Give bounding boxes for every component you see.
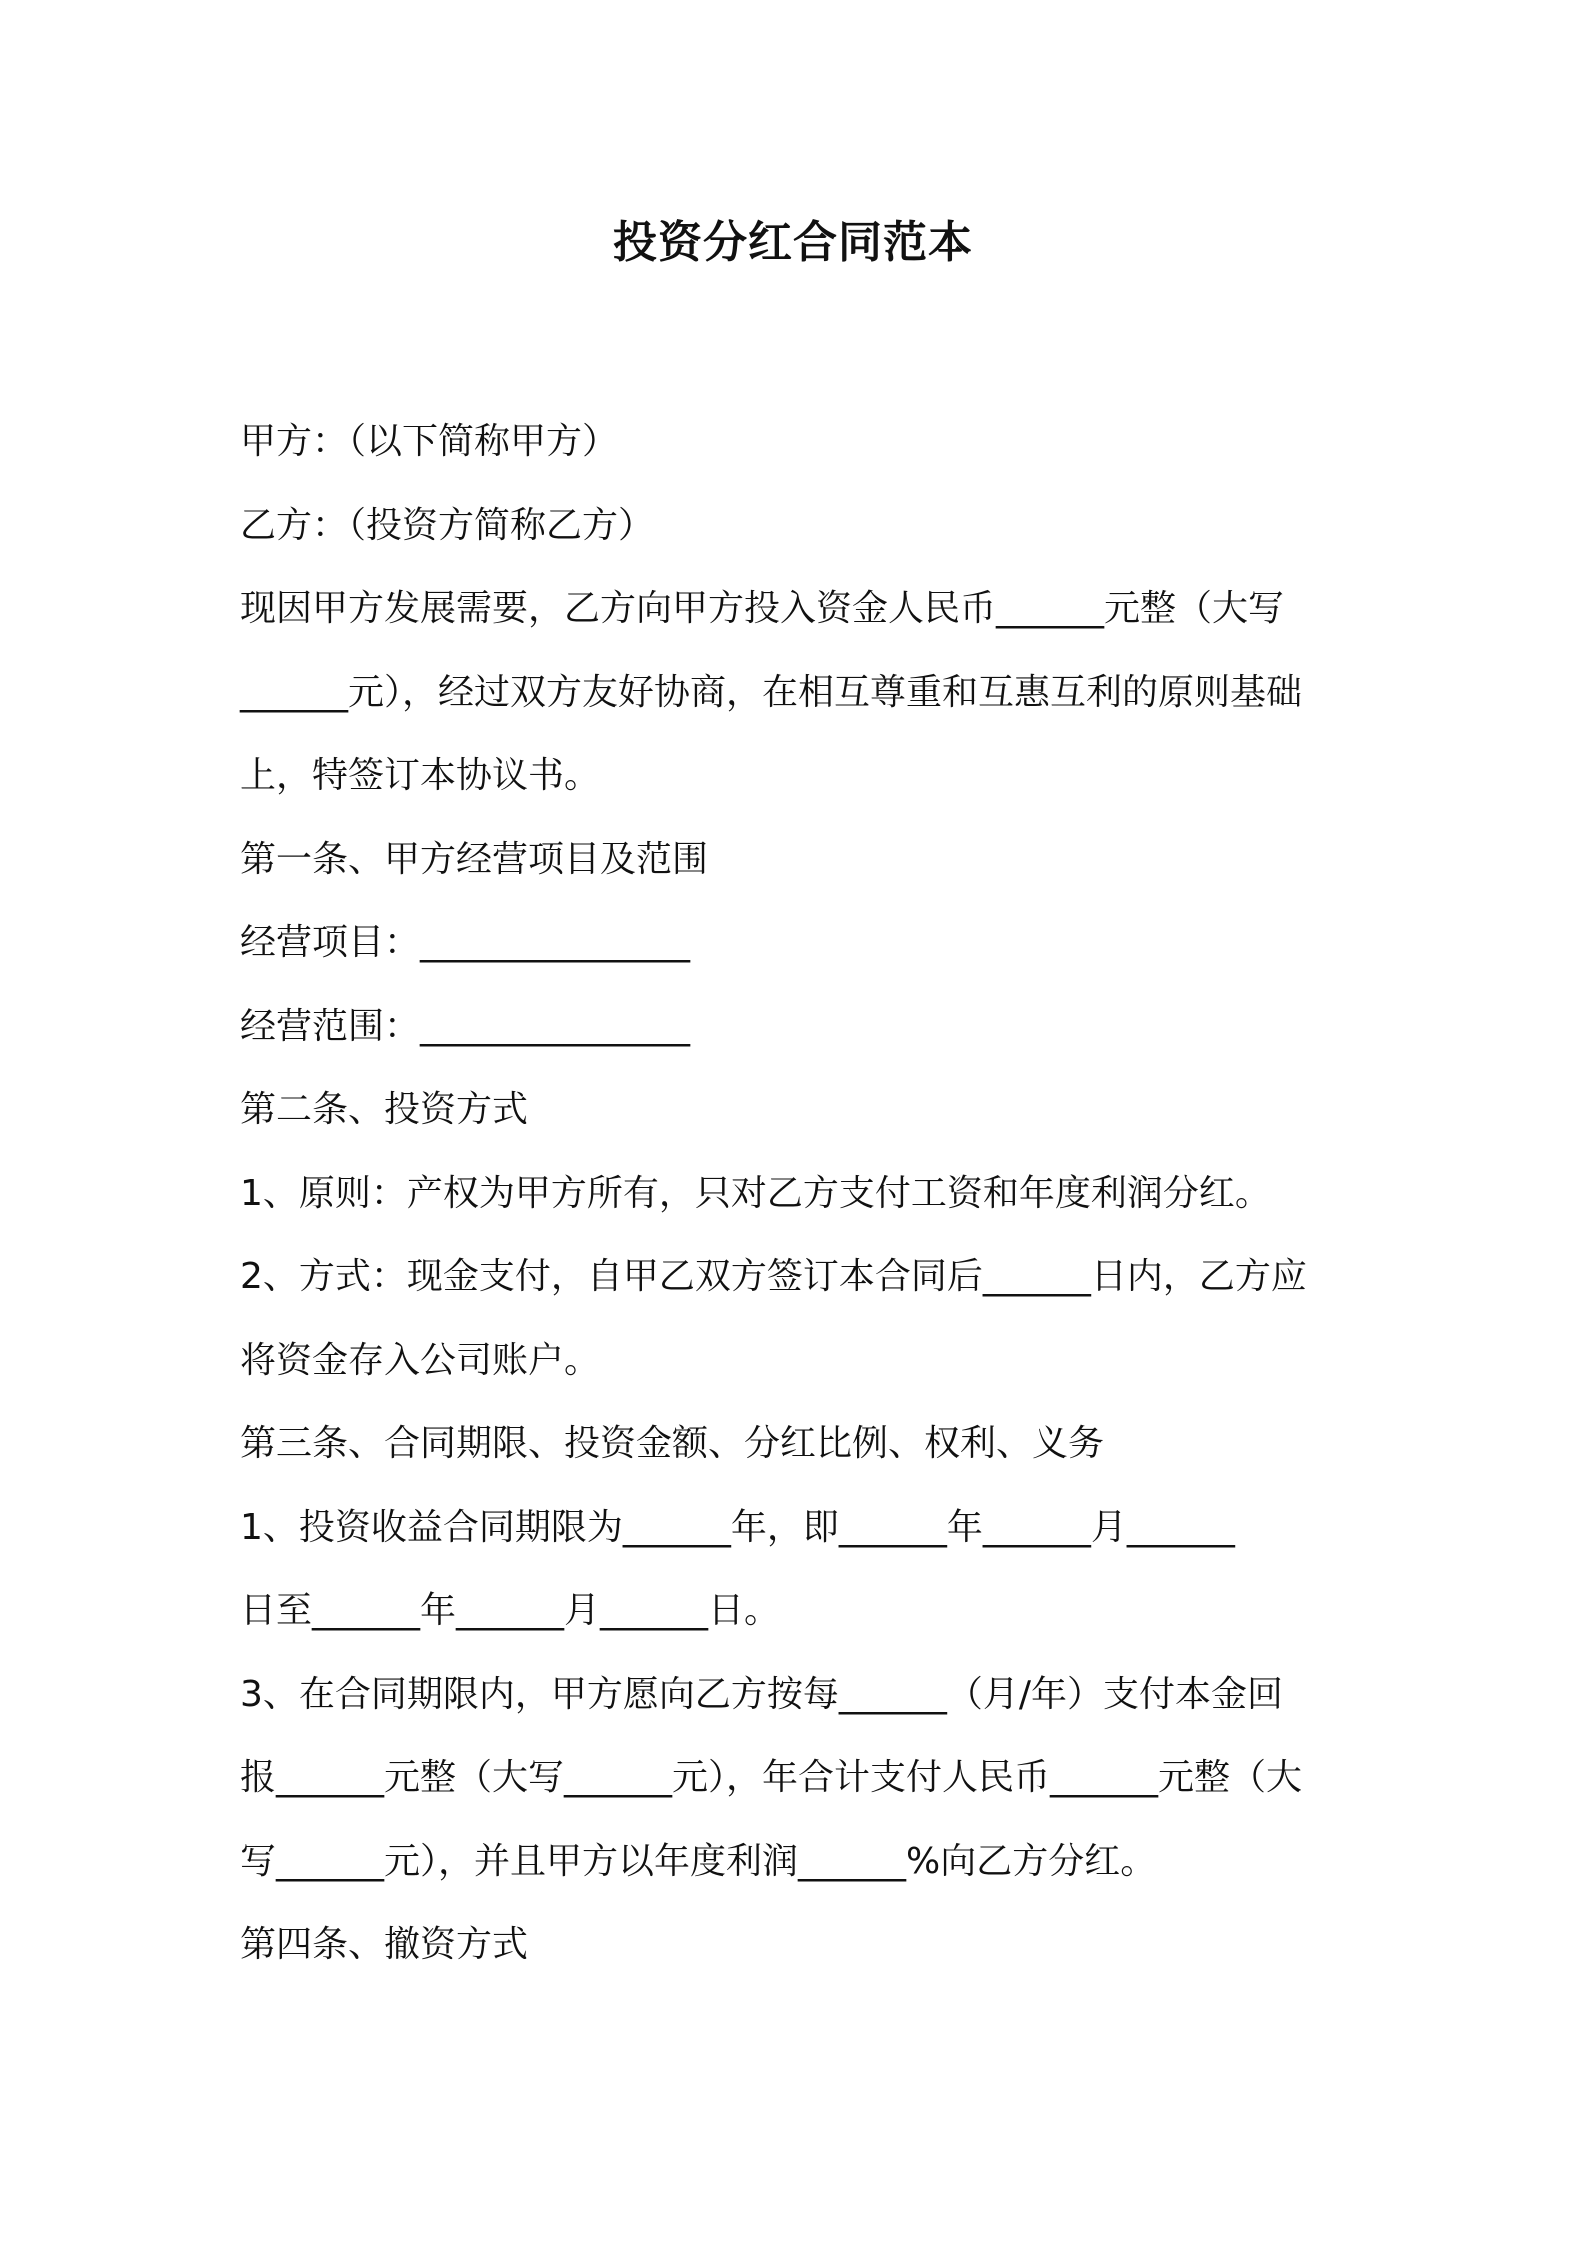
preamble-line-2: ______元），经过双方友好协商，在相互尊重和互惠互利的原则基础 xyxy=(240,671,1303,713)
article-2-heading: 第二条、投资方式 xyxy=(240,1089,529,1130)
article-1-heading: 第一条、甲方经营项目及范围 xyxy=(240,838,709,880)
preamble-line-3: 上，特签订本协议书。 xyxy=(240,755,601,796)
business-scope-line: 经营范围：_______________ xyxy=(240,1005,691,1047)
document-body xyxy=(240,400,1360,1987)
article-3-item-3-line-1: 3、在合同期限内，甲方愿向乙方按每______（月/年）支付本金回 xyxy=(240,1673,1284,1715)
preamble-line-1: 现因甲方发展需要，乙方向甲方投入资金人民币______元整（大写 xyxy=(240,588,1285,629)
article-2-item-2-line-2: 将资金存入公司账户。 xyxy=(240,1339,601,1381)
article-2-item-2-line-1: 2、方式：现金支付，自甲乙双方签订本合同后______日内，乙方应 xyxy=(240,1256,1307,1297)
article-3-item-3-line-2: 报______元整（大写______元），年合计支付人民币______元整（大 xyxy=(240,1757,1303,1798)
party-a-line: 甲方：（以下简称甲方） xyxy=(240,421,619,462)
article-3-heading: 第三条、合同期限、投资金额、分红比例、权利、义务 xyxy=(240,1423,1105,1464)
article-3-item-1-line-1: 1、投资收益合同期限为______年，即______年______月______ xyxy=(240,1506,1235,1548)
article-3-item-1-line-2: 日至______年______月______日。 xyxy=(240,1590,781,1631)
article-2-item-1: 1、原则：产权为甲方所有，只对乙方支付工资和年度利润分红。 xyxy=(240,1172,1271,1214)
party-b-line: 乙方：（投资方简称乙方） xyxy=(240,504,655,546)
article-3-item-3-line-3: 写______元），并且甲方以年度利润______%向乙方分红。 xyxy=(240,1840,1157,1882)
article-4-heading: 第四条、撤资方式 xyxy=(240,1924,529,1965)
business-project-line: 经营项目：_______________ xyxy=(240,922,691,963)
document-title: 投资分红合同范本 xyxy=(613,217,973,268)
